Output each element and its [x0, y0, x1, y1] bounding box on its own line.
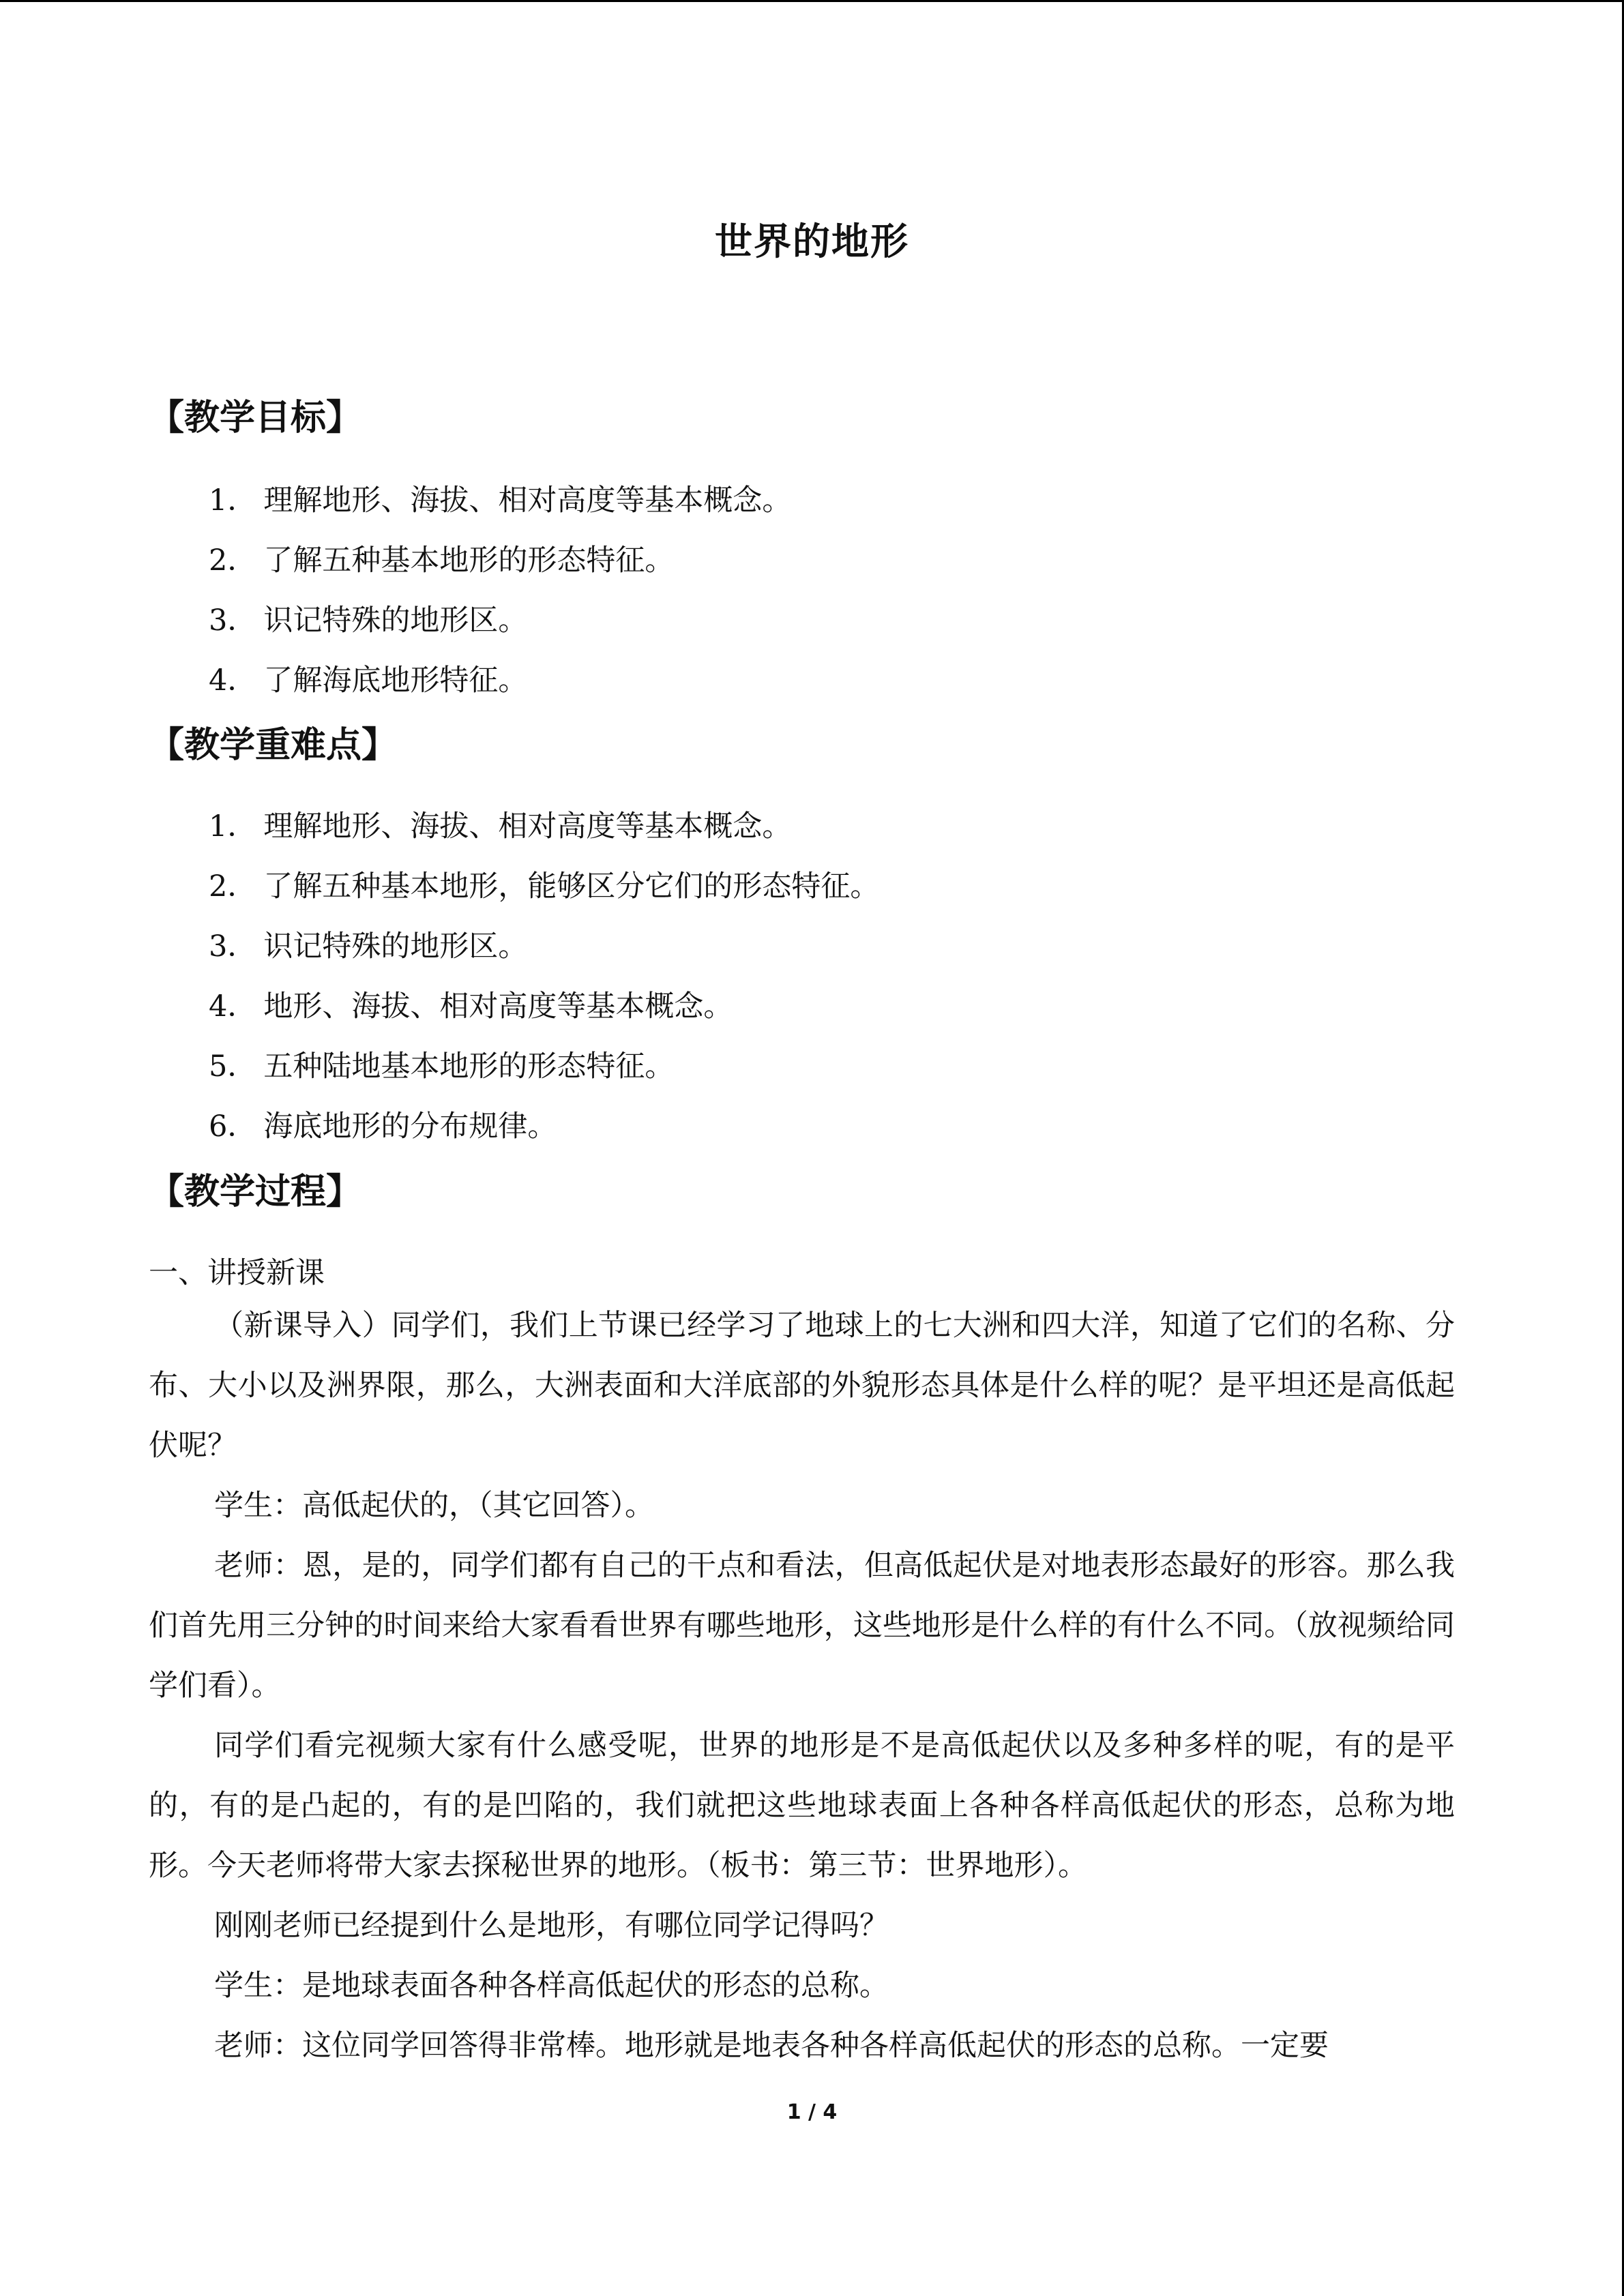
- key-point-number: 6．: [209, 1109, 257, 1144]
- key-point-text: 海底地形的分布规律。: [263, 1109, 557, 1144]
- document-title: 世界的地形: [714, 220, 909, 263]
- key-point-number: 2．: [209, 869, 257, 904]
- key-point-number: 3．: [209, 929, 257, 964]
- key-point-item: [209, 923, 527, 965]
- key-point-text: 理解地形、海拔、相对高度等基本概念。: [263, 809, 792, 844]
- paragraph-student-definition: 学生：是地球表面各种各样高低起伏的形态的总称。: [214, 1969, 889, 2003]
- paragraph-teacher-praise: 老师：这位同学回答得非常棒。地形就是地表各种各样高低起伏的形态的总称。一定要: [214, 2029, 1329, 2063]
- objective-text: 了解五种基本地形的形态特征。: [263, 543, 675, 578]
- key-point-item: [209, 803, 791, 845]
- key-point-text: 了解五种基本地形，能够区分它们的形态特征。: [263, 869, 880, 904]
- key-point-text: 五种陆地基本地形的形态特征。: [263, 1049, 675, 1084]
- paragraph-student-answer: 学生：高低起伏的，（其它回答）。: [214, 1489, 654, 1523]
- objective-item: [209, 597, 527, 639]
- key-point-text: 地形、海拔、相对高度等基本概念。: [263, 989, 733, 1024]
- objective-number: 2．: [209, 543, 257, 578]
- key-point-item: [209, 1043, 674, 1085]
- process-heading: 【教学过程】: [149, 1172, 362, 1212]
- paragraph-teacher-response: 老师：恩，是的，同学们都有自己的干点和看法，但高低起伏是对地表形态最好的形容。那么我们首先用三分钟的时间来给大家看看世界有哪些地形，这些地形是什么样的有什么不同。（放视频给同学们看）。: [149, 1549, 1455, 1703]
- key-point-item: [209, 863, 879, 905]
- paragraph-teacher-question: 刚刚老师已经提到什么是地形，有哪位同学记得吗？: [214, 1909, 889, 1943]
- key-point-text: 识记特殊的地形区。: [263, 929, 528, 964]
- objective-text: 识记特殊的地形区。: [263, 603, 528, 638]
- key-point-number: 4．: [209, 989, 257, 1024]
- paragraph-video-discussion: 同学们看完视频大家有什么感受呢，世界的地形是不是高低起伏以及多种多样的呢，有的是平的，有的是凸起的，有的是凹陷的，我们就把这些地球表面上各种各样高低起伏的形态，总称为地形。今天老师将带大家去探秘世界的地形。（板书：第三节：世界地形）。: [149, 1729, 1455, 1883]
- objective-item: [209, 537, 674, 579]
- paragraph-intro: （新课导入）同学们，我们上节课已经学习了地球上的七大洲和四大洋，知道了它们的名称、分布、大小以及洲界限，那么，大洲表面和大洋底部的外貌形态具体是什么样的呢？是平坦还是高低起伏呢？: [149, 1309, 1455, 1463]
- key-points-heading: 【教学重难点】: [149, 725, 398, 766]
- objective-number: 3．: [209, 603, 257, 638]
- objective-item: [209, 477, 791, 519]
- key-point-number: 1．: [209, 809, 257, 844]
- objective-item: [209, 657, 527, 699]
- page-number: 1 / 4: [786, 2100, 838, 2124]
- objective-text: 了解海底地形特征。: [263, 664, 528, 698]
- objective-number: 4．: [209, 664, 257, 698]
- key-point-item: [209, 983, 733, 1025]
- key-point-number: 5．: [209, 1049, 257, 1084]
- objectives-heading: 【教学目标】: [149, 398, 362, 438]
- key-point-item: [209, 1103, 557, 1145]
- objective-number: 1．: [209, 483, 257, 518]
- objective-text: 理解地形、海拔、相对高度等基本概念。: [263, 483, 792, 518]
- process-subheading: 一、讲授新课: [149, 1256, 325, 1290]
